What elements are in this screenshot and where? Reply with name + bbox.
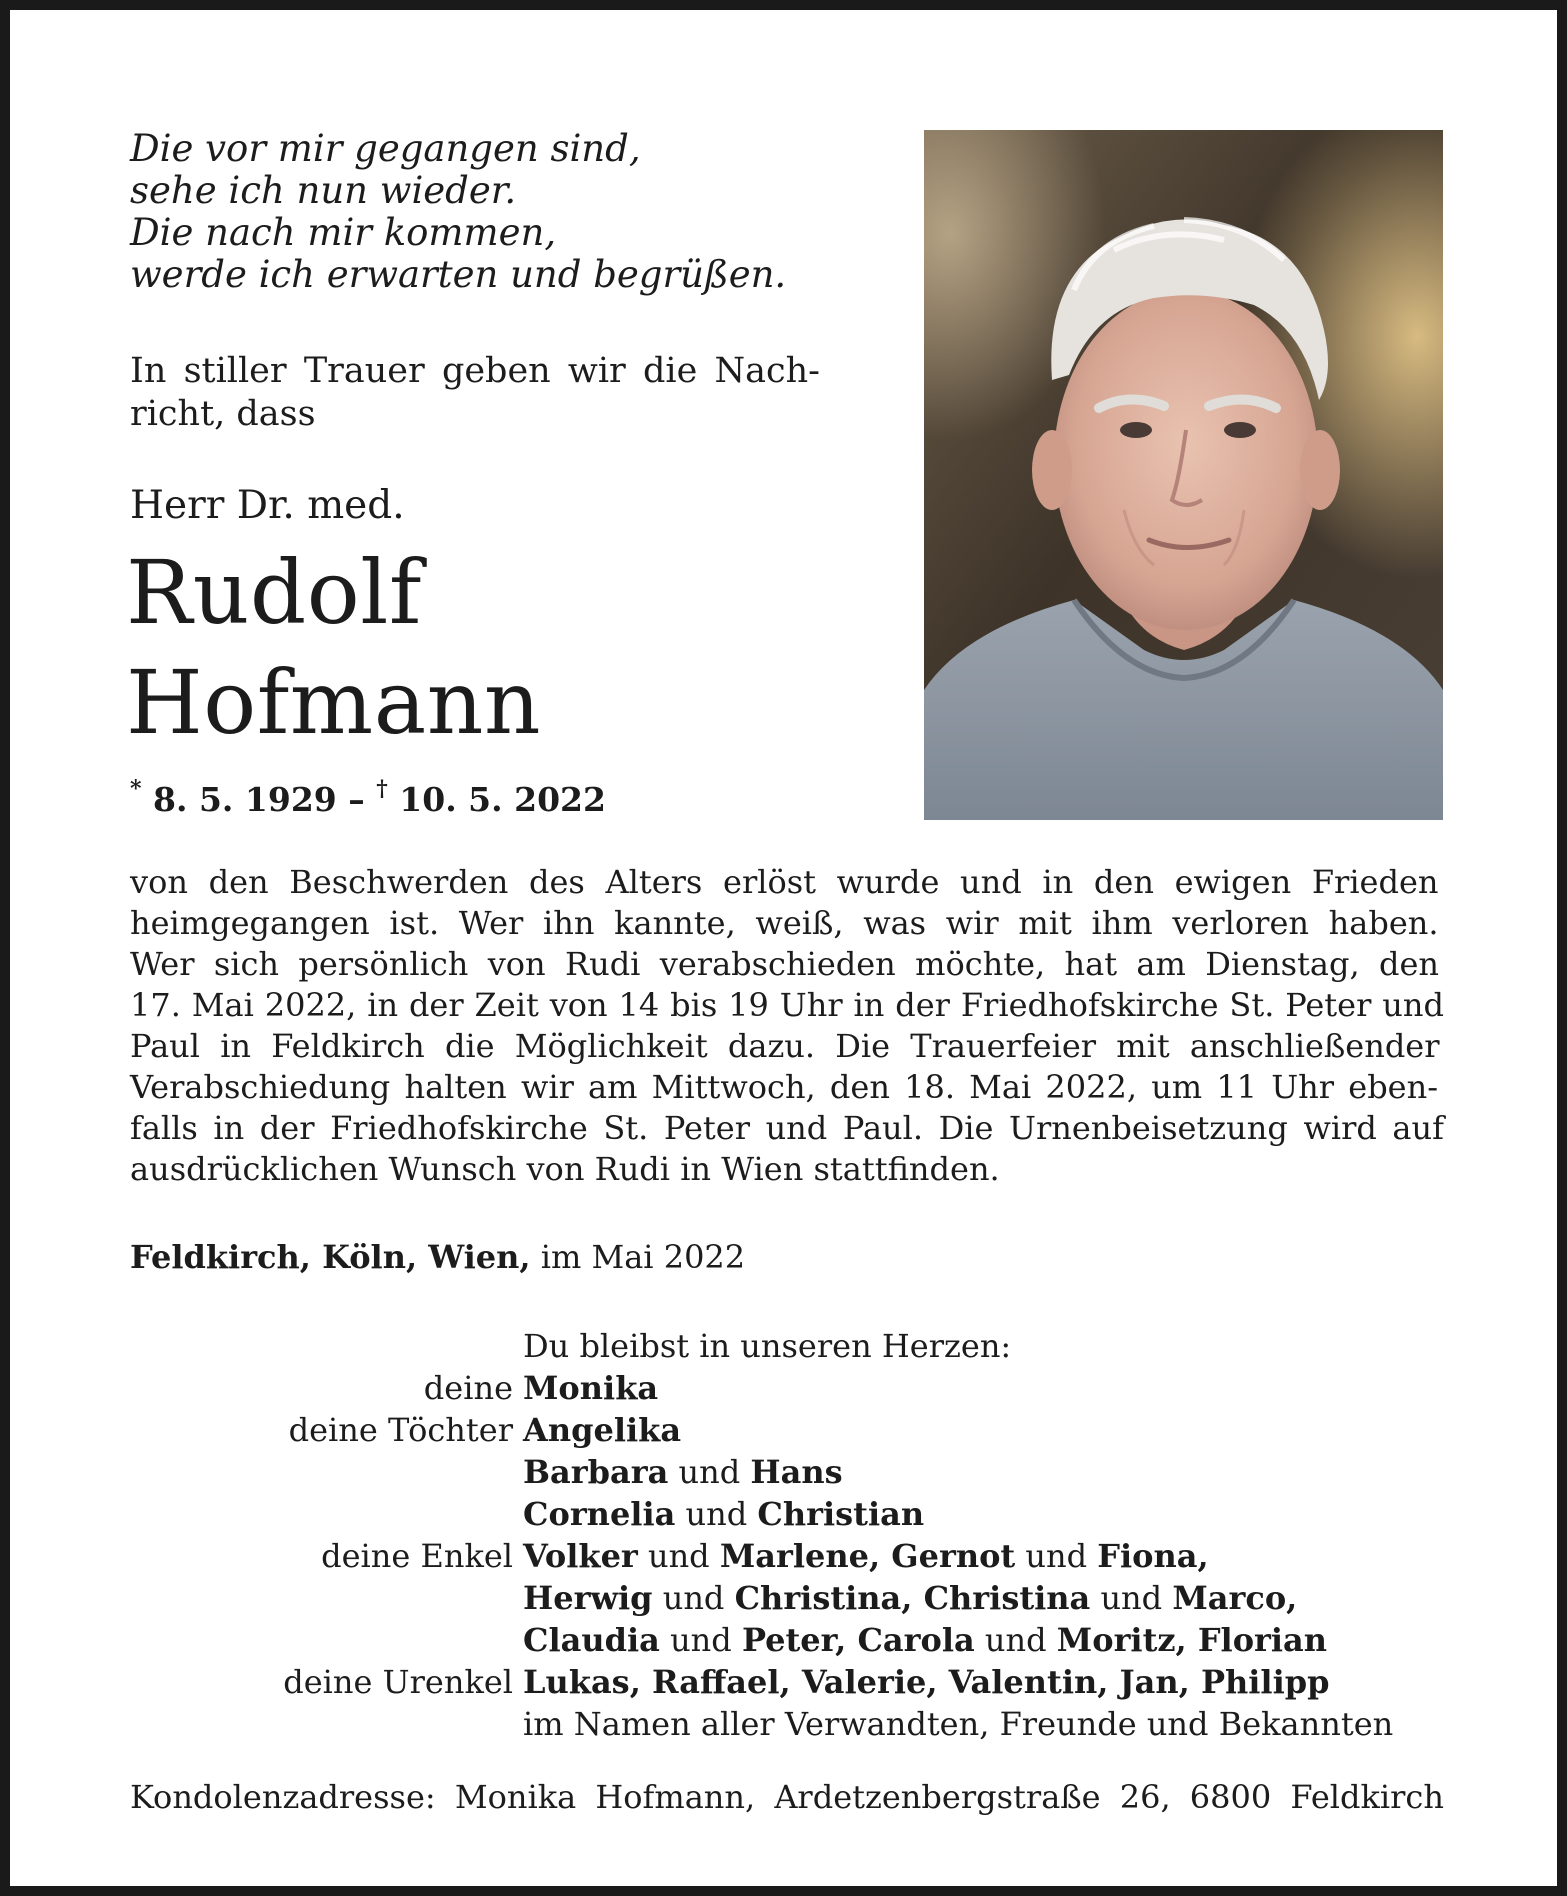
family-relation-label xyxy=(130,1493,523,1535)
family-row xyxy=(130,1451,1450,1493)
condolence-word: Monika xyxy=(454,1778,577,1816)
condolence-address xyxy=(130,1778,1444,1816)
intro-word: die xyxy=(642,351,698,391)
family-row xyxy=(130,1409,1450,1451)
family-connector: im Namen aller Verwandten, Freunde und Bekannten xyxy=(523,1705,1394,1743)
family-relation-label xyxy=(130,1577,523,1619)
family-relation-label xyxy=(130,1619,523,1661)
poem-line: Die vor mir gegangen sind, xyxy=(130,127,641,170)
deceased-title: Herr Dr. med. xyxy=(130,483,405,528)
family-names xyxy=(523,1619,1450,1661)
family-member-name: Marlene, Gernot xyxy=(719,1537,1016,1575)
birth-symbol: * xyxy=(130,776,142,802)
condolence-word: Hofmann, xyxy=(595,1778,756,1816)
poem-line: Die nach mir kommen, xyxy=(130,211,557,254)
family-member-name: Claudia xyxy=(523,1621,660,1659)
condolence-word: Feldkirch xyxy=(1290,1778,1444,1816)
family-connector: und xyxy=(675,1495,758,1533)
body-line: Wer sich persönlich von Rudi verabschieden möchte, hat am Dienstag, den xyxy=(130,945,1440,983)
body-line: Verabschiedung halten wir am Mittwoch, den 18. Mai 2022, um 11 Uhr eben- xyxy=(130,1068,1439,1106)
first-name: Rudolf xyxy=(126,541,422,644)
date: im Mai 2022 xyxy=(540,1238,746,1276)
death-date: 10. 5. 2022 xyxy=(399,780,606,819)
intro-word: Trauer xyxy=(303,351,425,391)
condolence-word: 6800 xyxy=(1189,1778,1272,1816)
notice-body xyxy=(130,862,1444,1190)
family-member-name: Angelika xyxy=(523,1411,682,1449)
family-member-name: Christina, Christina xyxy=(734,1579,1091,1617)
portrait-illustration xyxy=(924,130,1443,820)
condolence-word: 26, xyxy=(1119,1778,1171,1816)
intro-word: wir xyxy=(567,351,626,391)
family-names xyxy=(523,1577,1450,1619)
family-relation-label xyxy=(130,1703,523,1745)
family-relation-label: deine Enkel xyxy=(321,1537,513,1575)
poem-line: sehe ich nun wieder. xyxy=(130,169,517,212)
family-connector: und xyxy=(1015,1537,1098,1575)
poem xyxy=(130,128,786,296)
family-heading-row xyxy=(130,1325,1450,1367)
intro-word: Nach- xyxy=(714,351,820,391)
family-member-name: Herwig xyxy=(523,1579,653,1617)
intro-word: In xyxy=(130,351,167,391)
portrait-photo xyxy=(924,130,1443,820)
family-member-name: Christian xyxy=(757,1495,925,1533)
family-row xyxy=(130,1367,1450,1409)
birth-date: 8. 5. 1929 xyxy=(153,780,337,819)
death-symbol: † xyxy=(376,776,388,802)
family-connector: und xyxy=(668,1453,751,1491)
family-member-name: Peter, Carola xyxy=(741,1621,975,1659)
family-connector: und xyxy=(974,1621,1057,1659)
family-member-name: Moritz, Florian xyxy=(1056,1621,1328,1659)
place-and-date xyxy=(130,1238,745,1276)
family-member-name: Marco, xyxy=(1172,1579,1298,1617)
intro-line xyxy=(130,350,820,393)
poem-line: werde ich erwarten und begrüßen. xyxy=(130,253,787,296)
family-connector: und xyxy=(652,1579,735,1617)
family-member-name: Cornelia xyxy=(523,1495,676,1533)
family-names xyxy=(523,1409,1450,1451)
family-list xyxy=(130,1325,1450,1745)
intro-line: richt, dass xyxy=(130,394,316,434)
places: Feldkirch, Köln, Wien, xyxy=(130,1238,531,1276)
intro-word: geben xyxy=(441,351,551,391)
deceased-name xyxy=(126,538,541,758)
family-member-name: Fiona, xyxy=(1097,1537,1209,1575)
body-line: heimgegangen ist. Wer ihn kannte, weiß, was wir mit ihm verloren haben. xyxy=(130,904,1439,942)
condolence-word: Ardetzenbergstraße xyxy=(774,1778,1101,1816)
family-names xyxy=(523,1703,1450,1745)
intro-text xyxy=(130,350,820,436)
life-dates xyxy=(130,776,606,819)
body-line: Paul in Feldkirch die Möglichkeit dazu. Die Trauerfeier mit anschließender xyxy=(130,1027,1440,1065)
family-relation-label: deine Urenkel xyxy=(283,1663,513,1701)
family-row xyxy=(130,1619,1450,1661)
family-member-name: Barbara xyxy=(523,1453,669,1491)
family-member-name: Hans xyxy=(750,1453,843,1491)
family-relation-label xyxy=(130,1451,523,1493)
family-row xyxy=(130,1535,1450,1577)
family-connector: und xyxy=(1090,1579,1173,1617)
intro-word: stiller xyxy=(183,351,287,391)
family-relation-label: deine xyxy=(423,1369,513,1407)
condolence-word: Kondolenzadresse: xyxy=(130,1778,436,1816)
family-row xyxy=(130,1493,1450,1535)
body-line: 17. Mai 2022, in der Zeit von 14 bis 19 Uhr in der Friedhofskirche St. Peter und xyxy=(130,986,1444,1024)
family-names xyxy=(523,1493,1450,1535)
obituary-notice xyxy=(10,10,1557,1886)
family-member-name: Lukas, Raffael, Valerie, Valentin, Jan, Philipp xyxy=(523,1663,1330,1701)
family-row xyxy=(130,1577,1450,1619)
family-names xyxy=(523,1451,1450,1493)
body-line: von den Beschwerden des Alters erlöst wurde und in den ewigen Frieden xyxy=(130,863,1439,901)
family-names xyxy=(523,1535,1450,1577)
body-line: ausdrücklichen Wunsch von Rudi in Wien stattfinden. xyxy=(130,1150,1000,1188)
family-names xyxy=(523,1661,1450,1703)
family-connector: und xyxy=(659,1621,742,1659)
date-separator: – xyxy=(348,780,365,819)
family-member-name: Volker xyxy=(523,1537,638,1575)
family-row xyxy=(130,1661,1450,1703)
last-name: Hofmann xyxy=(126,651,542,754)
family-connector: und xyxy=(637,1537,720,1575)
family-relation-label: deine Töchter xyxy=(288,1411,513,1449)
family-names xyxy=(523,1367,1450,1409)
family-row xyxy=(130,1703,1450,1745)
body-line: falls in der Friedhofskirche St. Peter und Paul. Die Urnenbeisetzung wird auf xyxy=(130,1109,1444,1147)
family-heading: Du bleibst in unseren Herzen: xyxy=(523,1327,1012,1365)
family-member-name: Monika xyxy=(523,1369,659,1407)
